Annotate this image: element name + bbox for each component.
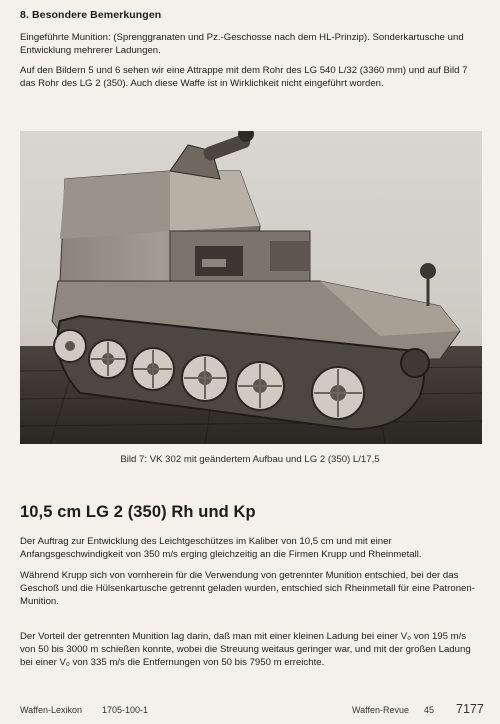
- footer-sheet-number: 7177: [456, 702, 484, 716]
- vehicle-illustration: [20, 131, 482, 444]
- footer-page-number: 45: [424, 705, 435, 715]
- paragraph-vorteil: Der Vorteil der getrennten Munition lag darin, daß man mit einer kleinen Ladung bei einer V₀ von 195 m/s von 50 bis 3000 m schießen konnte, wobei die Streuung weitaus geringer war, und mit der großen Ladung bei einer V₀ von 335 m/s die Entfernungen von 50 bis 7950 m erreichte.: [20, 631, 471, 669]
- vehicle-photo: [20, 131, 482, 444]
- paragraph-attrappe: Auf den Bildern 5 und 6 sehen wir eine Attrappe mit dem Rohr des LG 540 L/32 (3360 mm) und auf Bild 7 das Rohr des LG 2 (350). Auch diese Waffe ist in Wirklichkeit nicht eingeführt worden.: [20, 65, 468, 90]
- section-heading: 8. Besondere Bemerkungen: [20, 9, 162, 21]
- page-footer: [0, 701, 500, 721]
- footer-code: 1705-100-1: [102, 705, 149, 715]
- paragraph-krupp: Während Krupp sich von vornherein für die Verwendung von getrennter Munition entschied, bei der das Geschoß und die Hülsenkartusche getrennt geladen wurden, entschied sich Rheinmetall für eine Patronen-Munition.: [20, 570, 475, 608]
- figure-caption: Bild 7: VK 302 mit geändertem Aufbau und LG 2 (350) L/17,5: [120, 454, 380, 465]
- article-title: 10,5 cm LG 2 (350) Rh und Kp: [20, 503, 256, 521]
- footer-revue: Waffen-Revue: [352, 705, 410, 715]
- footer-publication: Waffen-Lexikon: [20, 705, 83, 715]
- paragraph-auftrag: Der Auftrag zur Entwicklung des Leichtgeschützes im Kaliber von 10,5 cm und mit einer Anfangsgeschwindigkeit von 350 m/s erging gleichzeitig an die Firmen Krupp und Rheinmetall.: [20, 536, 422, 561]
- paragraph-munition: Eingeführte Munition: (Sprenggranaten und Pz.-Geschosse nach dem HL-Prinzip). Sonderkartusche und Entwicklung mehrerer Ladungen.: [20, 32, 464, 57]
